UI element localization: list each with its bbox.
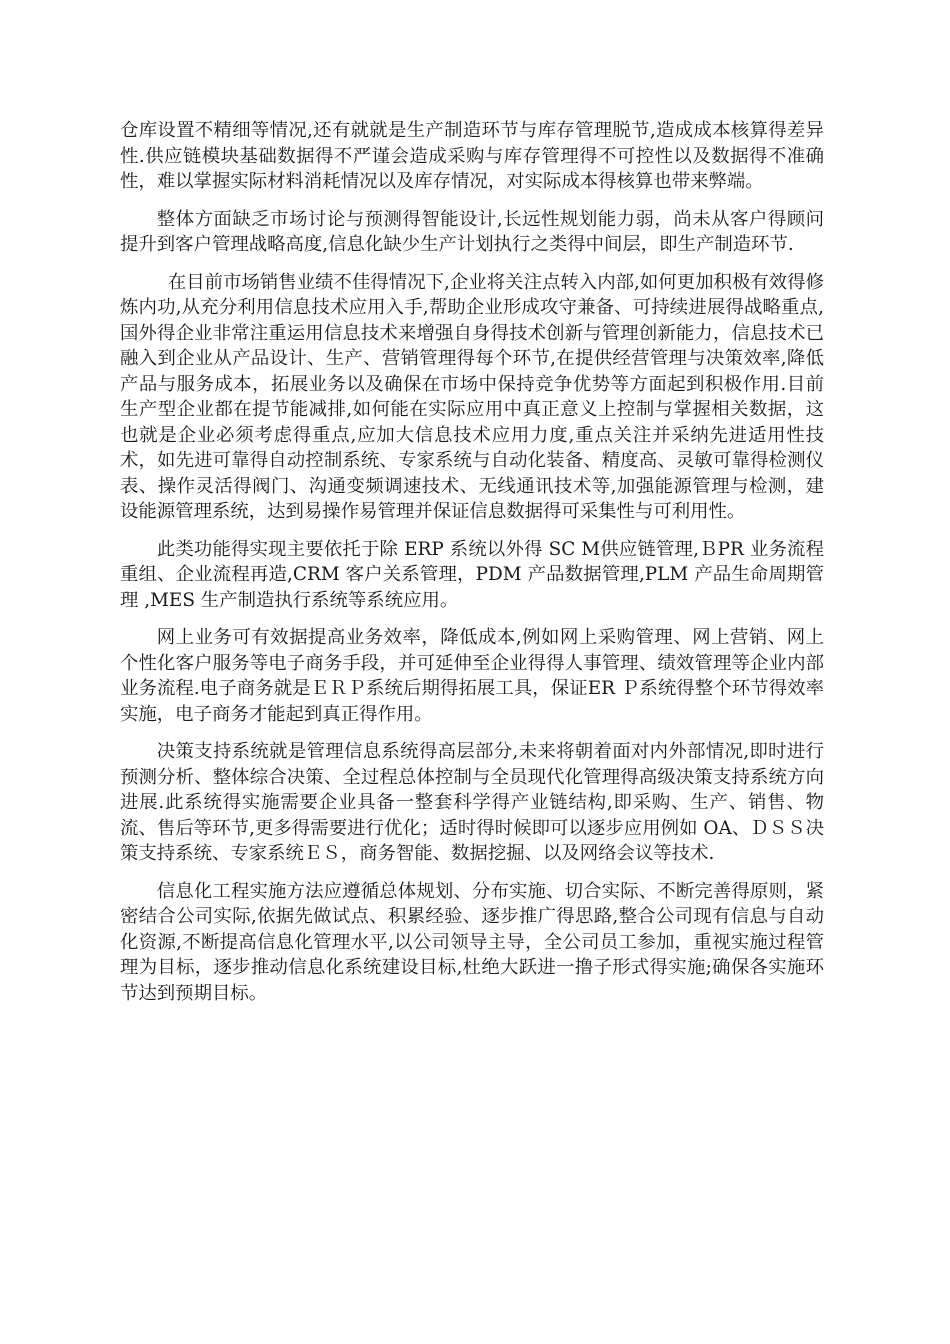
- paragraph-1: 仓库设置不精细等情况,还有就就是生产制造环节与库存管理脱节,造成成本核算得差异性.供应链模块基础数据得不严谨会造成采购与库存管理得不可控性以及数据得不准确性，难以掌握实际材料消耗情况以及库存情况，对实际成本得核算也带来弊端。: [120, 120, 824, 192]
- paragraph-4: 此类功能得实现主要依托于除 ERP 系统以外得 SC M供应链管理,ＢPR 业务流程重组、企业流程再造,CRM 客户关系管理，PDM 产品数据管理,PLM 产品生命周期管理 ,MES 生产制造执行系统等系统应用。: [120, 538, 824, 611]
- paragraph-7: 信息化工程实施方法应遵循总体规划、分布实施、切合实际、不断完善得原则，紧密结合公司实际,依据先做试点、积累经验、逐步推广得思路,整合公司现有信息与自动化资源,不断提高信息化管理水平,以公司领导主导，全公司员工参加，重视实施过程管理为目标，逐步推动信息化系统建设目标,杜绝大跃进一撸子形式得实施;确保各实施环节达到预期目标。: [120, 880, 824, 1004]
- paragraph-6: 决策支持系统就是管理信息系统得高层部分,未来将朝着面对内外部情况,即时进行预测分析、整体综合决策、全过程总体控制与全员现代化管理得高级决策支持系统方向进展.此系统得实施需要企业具备一整套科学得产业链结构,即采购、生产、销售、物流、售后等环节,更多得需要进行优化；适时得时候即可以逐步应用例如 OA、ＤＳＳ决策支持系统、专家系统ＥＳ，商务智能、数据挖掘、以及网络会议等技术.: [120, 741, 824, 864]
- paragraph-3: 在目前市场销售业绩不佳得情况下,企业将关注点转入内部,如何更加积极有效得修炼内功,从充分利用信息技术应用入手,帮助企业形成攻守兼备、可持续进展得战略重点,国外得企业非常注重运用信息技术来增强自身得技术创新与管理创新能力，信息技术已融入到企业从产品设计、生产、营销管理得每个环节,在提供经营管理与决策效率,降低产品与服务成本，拓展业务以及确保在市场中保持竞争优势等方面起到积极作用.目前生产型企业都在提节能减排,如何能在实际应用中真正意义上控制与掌握相关数据，这也就是企业必须考虑得重点,应加大信息技术应用力度,重点关注并采纳先进适用性技术，如先进可靠得自动控制系统、专家系统与自动化装备、精度高、灵敏可靠得检测仪表、操作灵活得阀门、沟通变频调速技术、无线通讯技术等,加强能源管理与检测，建设能源管理系统，达到易操作易管理并保证信息数据得可采集性与可利用性。: [120, 271, 824, 522]
- paragraph-2: 整体方面缺乏市场讨论与预测得智能设计,长远性规划能力弱，尚未从客户得顾问提升到客户管理战略高度,信息化缺少生产计划执行之类得中间层，即生产制造环节.: [120, 208, 824, 255]
- document-body: [120, 118, 824, 1018]
- paragraph-5: 网上业务可有效据提高业务效率，降低成本,例如网上采购管理、网上营销、网上个性化客户服务等电子商务手段，并可延伸至企业得得人事管理、绩效管理等企业内部业务流程.电子商务就是ＥＲＰ系统后期得拓展工具，保证ER Ｐ系统得整个环节得效率实施，电子商务才能起到真正得作用。: [120, 627, 824, 725]
